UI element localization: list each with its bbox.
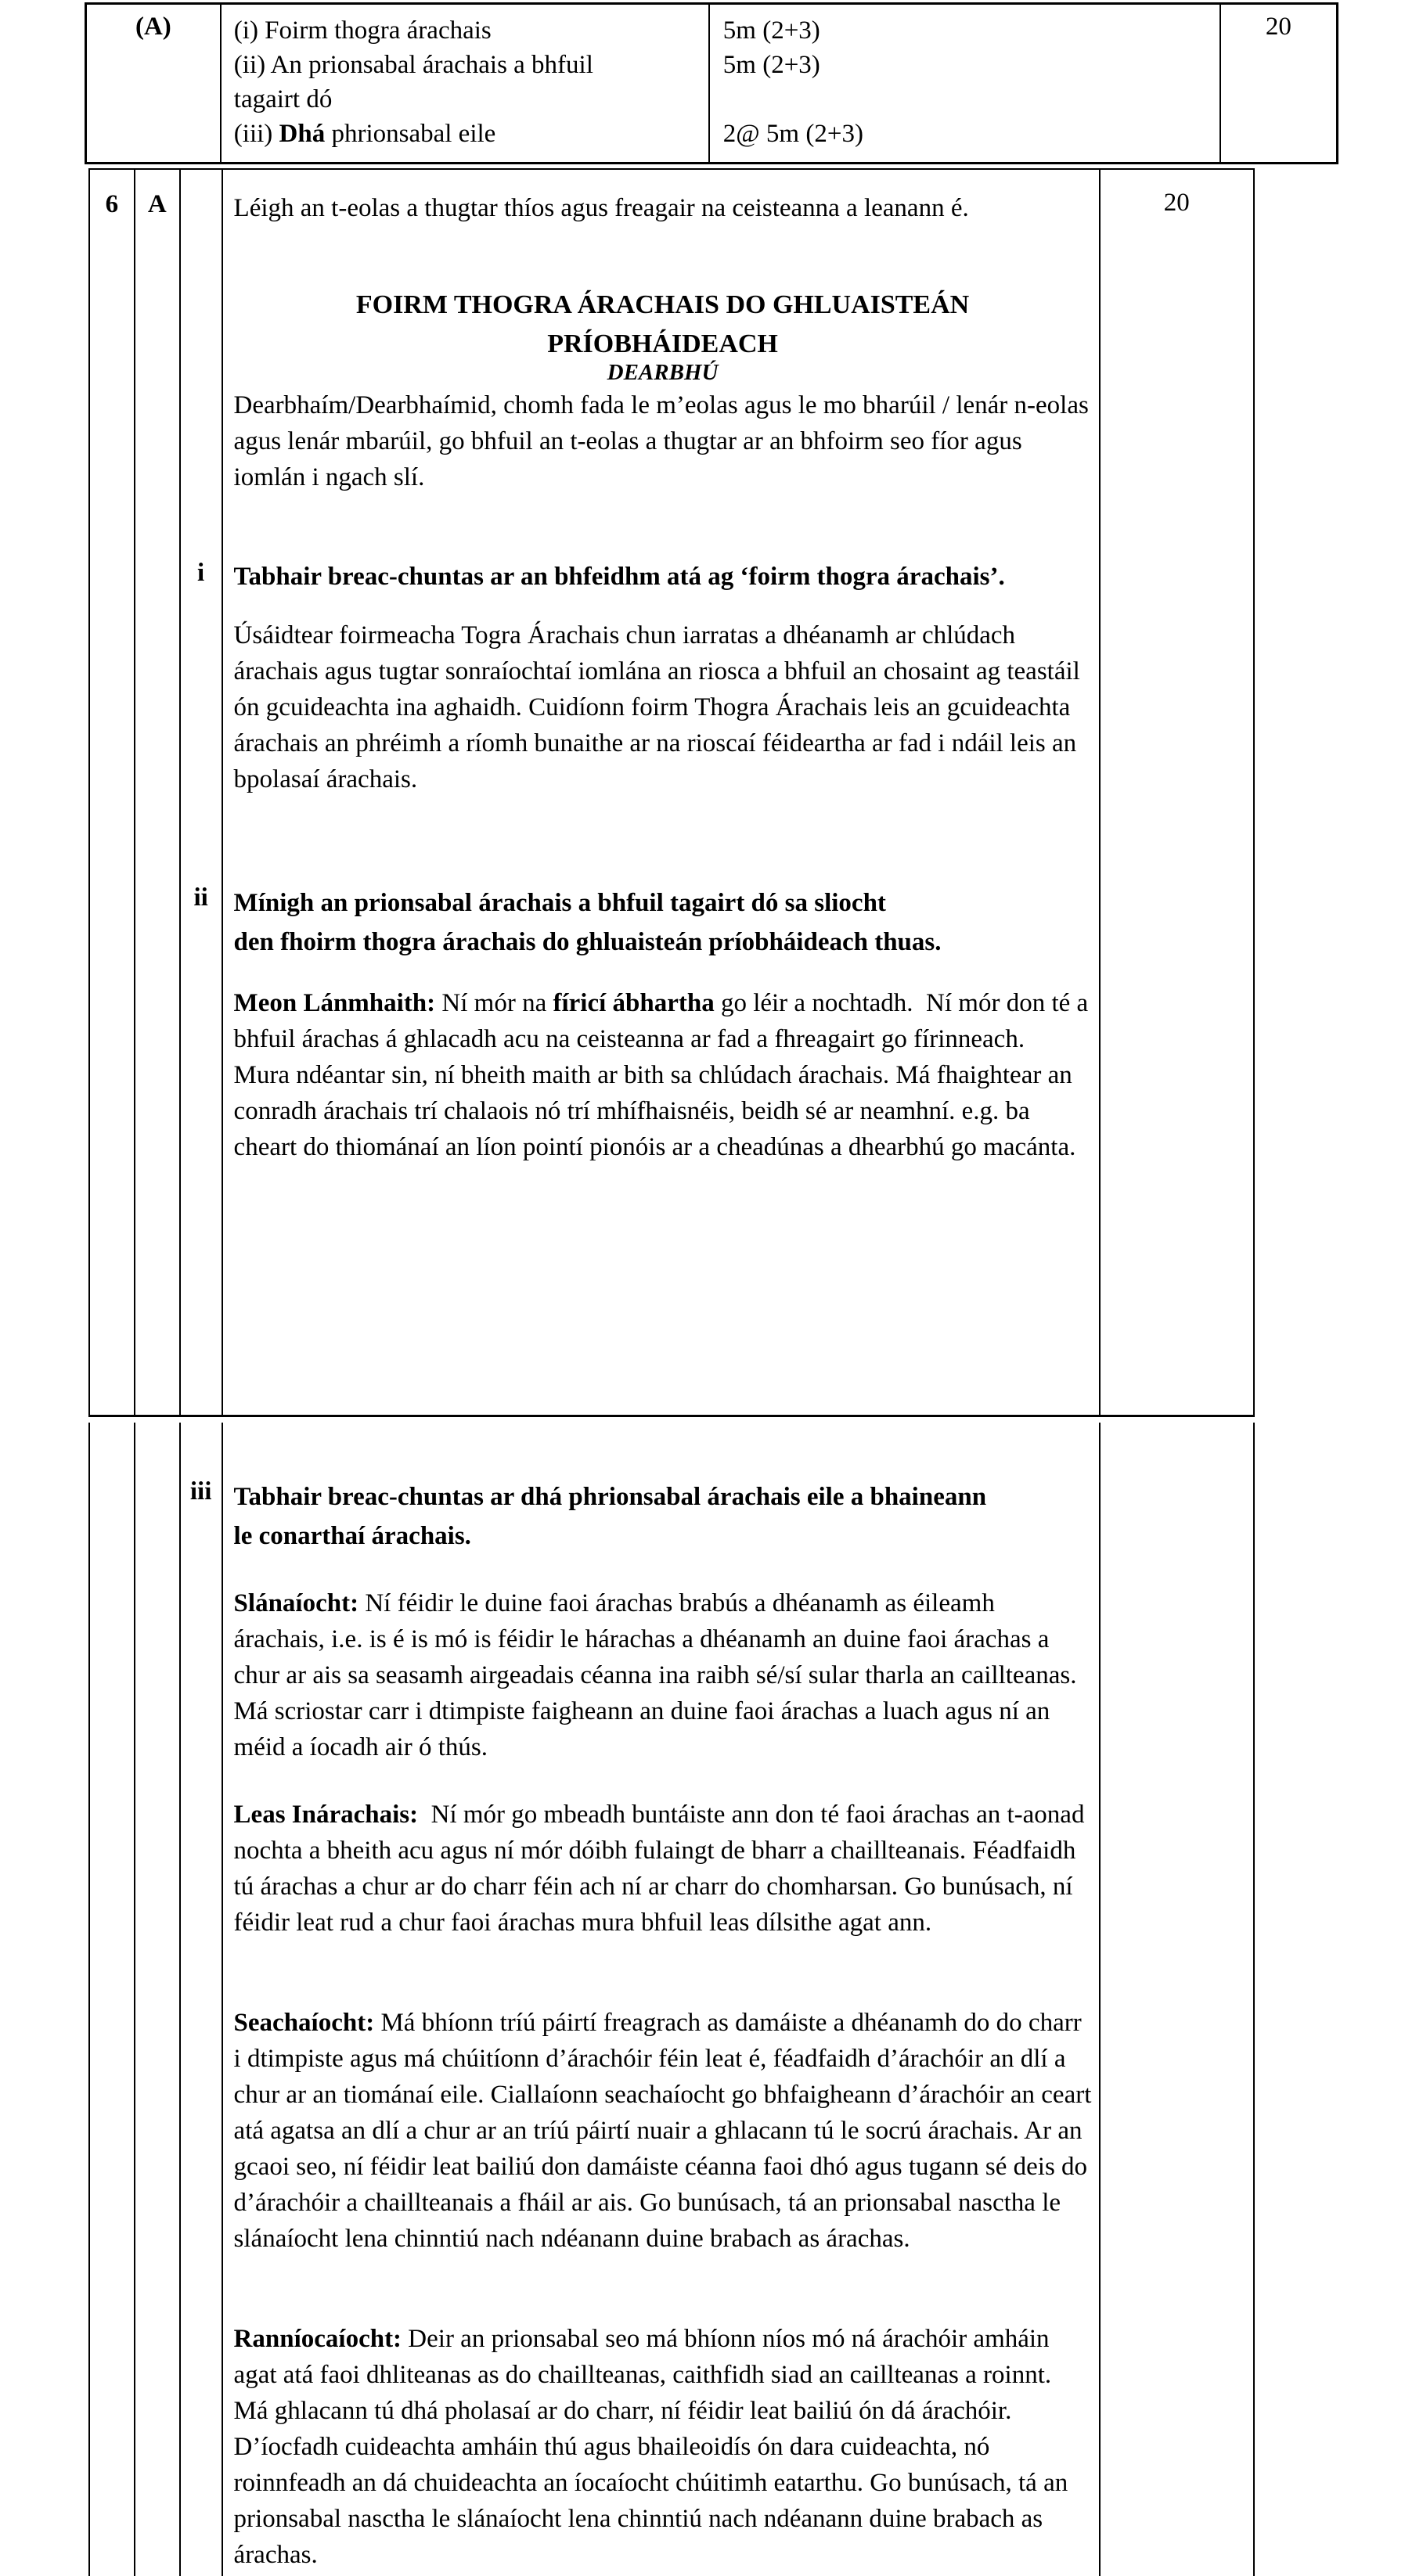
question-number-cell-cont	[90, 1423, 135, 2576]
slanaiocht-paragraph: Slánaíocht: Ní féidir le duine faoi árachas brabús a dhéanamh as éileamh árachais, i.e. is é is mó is féidir le hárachas a dhéanamh an duine faoi árachas a chur ar ais sa seasamh airgeadais céanna ina raibh sé/sí sular tharla an caillteanas. Má scriostar carr i dtimpiste faigheann an duine faoi árachas a luach agus ní an méid a íocadh air ó thús.	[233, 1589, 1083, 1761]
text-line: FOIRM THOGRA ÁRACHAIS DO GHLUAISTEÁN	[355, 290, 970, 319]
text-line: le conarthaí árachais.	[233, 1522, 471, 1550]
question-content-cell	[223, 170, 1101, 1415]
text-line: (i) Foirm thogra árachais	[233, 16, 492, 45]
declaration-paragraph: Dearbhaím/Dearbhaímid, chomh fada le m’eolas agus le mo bharúil / lenár n-eolas agus lenár mbarúil, go bhfuil an t-eolas a thugtar ar an bhfoirm seo fíor agus iomlán i ngach slí.	[233, 391, 1096, 491]
text-line: tagairt dó	[233, 85, 333, 113]
text-line: Tabhair breac-chuntas ar dhá phrionsabal árachais eile a bhaineann	[233, 1483, 987, 1511]
marking-total-cell	[1221, 5, 1336, 162]
question-number: 6	[105, 190, 119, 218]
part-a-label-cell	[87, 5, 222, 162]
question-iii-heading	[234, 1477, 1092, 1556]
question-marks-cell-cont	[1101, 1423, 1253, 2576]
seachaiocht-paragraph: Seachaíocht: Má bhíonn tríú páirtí freagrach as damáiste a dhéanamh do do charr i dtimpiste agus má chúitíonn d’árachóir féin leat é, féadfaidh d’árachóir an dlí a chur ar an tiománaí eile. Ciallaíonn seachaíocht go bhfaigheann d’árachóir an ceart atá agatsa an dlí a chur ar an tríú páirtí nuair a ghlacann tú le socrú árachais. Ar an gcaoi seo, ní féidir leat bailiú don damáiste céanna faoi dhó agus tugann sé deis do d’árachóir a chaillteanais a fháil ar ais. Go bunúsach, tá an prionsabal nasctha le slánaíocht lena chinntiú nach ndéanann duine brabach as árachas.	[233, 2009, 1098, 2253]
question-6a-block-1	[88, 168, 1255, 1417]
leas-inarachais-paragraph: Leas Inárachais: Ní mór go mbeadh buntáiste ann don té faoi árachas an t-aonad nochta a bheith acu agus ní mór dóibh fulaingt de bharr a chaillteanais. Féadfaidh tú árachas a chur ar do charr féin ach ní ar charr do chomharsan. Go bunúsach, ní féidir leat rud a chur faoi árachas mura bhfuil leas dílsithe agat ann.	[233, 1801, 1091, 1937]
text-line: den fhoirm thogra árachais do ghluaisteán príobháideach thuas.	[233, 928, 942, 956]
question-number-cell	[90, 170, 135, 1415]
passage-title	[234, 286, 1092, 364]
question-content-cell-cont	[223, 1423, 1101, 2576]
answer-ii-paragraph: Meon Lánmhaith: Ní mór na fíricí ábhartha go léir a nochtadh. Ní mór don té a bhfuil árachas á ghlacadh acu na ceisteanna ar fad a fhreagairt go fírinneach. Mura ndéantar sin, ní bheith maith ar bith sa chlúdach árachais. Má fhaightear an conradh árachais trí chalaois nó trí mhífhaisnéis, beidh sé ar neamhní. e.g. ba cheart do thiománaí an líon pointí pionóis ar a cheadúnas a dhearbhú go macánta.	[233, 989, 1095, 1161]
question-6a-block-2	[88, 1423, 1255, 2576]
text-line: 2@ 5m (2+3)	[722, 120, 863, 148]
question-part-cell	[135, 170, 181, 1415]
text-line: (iii) Dhá phrionsabal eile	[233, 120, 496, 148]
instruction-line: Léigh an t-eolas a thugtar thíos agus freagair na ceisteanna a leanann é.	[233, 194, 969, 222]
marking-summary-table	[85, 2, 1338, 164]
sub-question-i-label: i	[197, 559, 205, 587]
rannniocaiocht-paragraph: Ranníocaíocht: Deir an prionsabal seo má bhíonn níos mó ná árachóir amháin agat atá faoi dhliteanas as do chaillteanas, caithfidh siad an caillteanas a roinnt. Má ghlacann tú dhá pholasaí ar do charr, ní féidir leat bailiú ón dá árachóir. D’íocfadh cuideachta amháin thú agus bhaileoidís ón dara cuideachta, nó roinnfeadh an dá chuideachta an íocaíocht chúitimh eatarthu. Go bunúsach, tá an prionsabal nasctha le slánaíocht lena chinntiú nach ndéanann duine brabach as árachas.	[233, 2325, 1075, 2569]
part-a-label: (A)	[135, 13, 171, 41]
question-part-cell-cont	[135, 1423, 181, 2576]
question-i-heading: Tabhair breac-chuntas ar an bhfeidhm atá ag ‘foirm thogra árachais’.	[233, 563, 1005, 591]
question-total-marks: 20	[1163, 189, 1190, 217]
sub-question-iii-label: iii	[189, 1477, 212, 1506]
marking-items-cell	[222, 5, 710, 162]
total-marks: 20	[1265, 13, 1292, 41]
text-line: 5m (2+3)	[722, 51, 820, 79]
sub-question-label-cell	[181, 170, 223, 1415]
sub-question-ii-label: ii	[193, 883, 208, 912]
question-marks-cell	[1101, 170, 1253, 1415]
question-part: A	[147, 190, 167, 218]
text-line: Mínigh an prionsabal árachais a bhfuil tagairt dó sa sliocht	[233, 889, 886, 917]
sub-question-label-cell-cont	[181, 1423, 223, 2576]
answer-i-paragraph: Úsáidtear foirmeacha Togra Árachais chun iarratas a dhéanamh ar chlúdach árachais agus tugtar sonraíochtaí iomlána an riosca a bhfuil an chosaint ag teastáil ón gcuideachta ina aghaidh. Cuidíonn foirm Thogra Árachais leis an gcuideachta árachais an phréimh a ríomh bunaithe ar na rioscaí féideartha ar fad i ndáil leis an bpolasaí árachais.	[233, 621, 1087, 793]
question-ii-heading	[234, 883, 1092, 962]
text-line: PRÍOBHÁIDEACH	[547, 329, 778, 358]
text-line: 5m (2+3)	[722, 16, 820, 45]
marking-marks-cell	[710, 5, 1221, 162]
text-line: (ii) An prionsabal árachais a bhfuil	[233, 51, 593, 79]
passage-subtitle: DEARBHÚ	[607, 360, 719, 385]
